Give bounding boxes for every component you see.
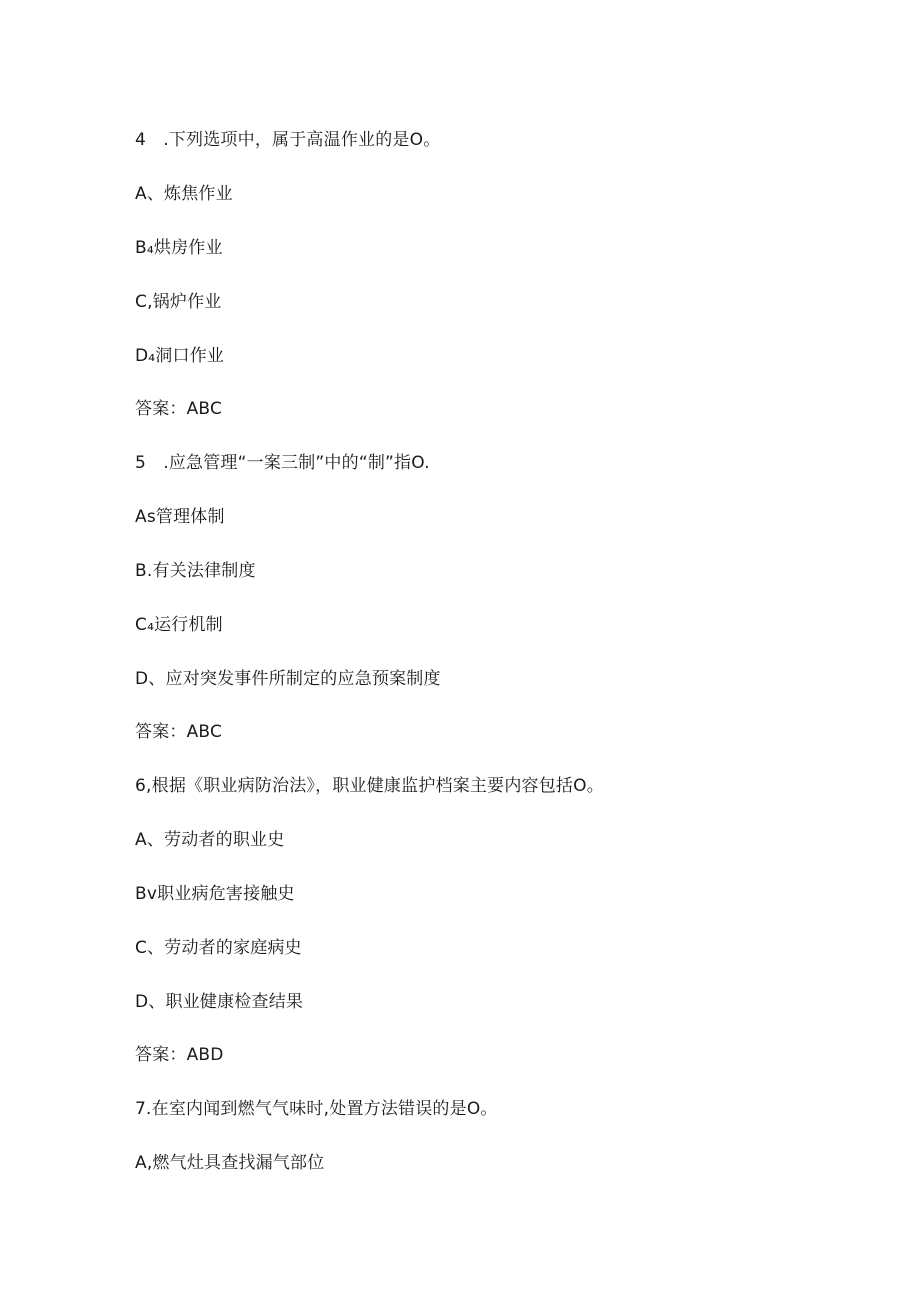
question-4-answer: 答案：ABC: [135, 399, 223, 419]
question-4-option-d: D₄洞口作业: [135, 346, 225, 366]
question-4-option-b: B₄烘房作业: [135, 238, 223, 258]
question-5-option-b: B.有关法律制度: [135, 561, 256, 581]
question-7-option-a: A,燃气灶具查找漏气部位: [135, 1153, 325, 1173]
question-4-option-c: C,锅炉作业: [135, 292, 222, 312]
question-5-answer: 答案：ABC: [135, 722, 223, 742]
question-6-option-b: Bv职业病危害接触史: [135, 884, 295, 904]
question-6-option-d: D、职业健康检查结果: [135, 992, 304, 1012]
question-4-stem: 4 .下列选项中，属于高温作业的是O。: [135, 130, 441, 150]
question-5-option-c: C₄运行机制: [135, 615, 223, 635]
question-7-stem: 7.在室内闻到燃气气味时,处置方法错误的是O。: [135, 1099, 498, 1119]
question-6-option-c: C、劳动者的家庭病史: [135, 938, 302, 958]
question-4-option-a: A、炼焦作业: [135, 184, 233, 204]
question-6-stem: 6,根据《职业病防治法》，职业健康监护档案主要内容包括O。: [135, 776, 604, 796]
question-5-stem: 5 .应急管理“一案三制”中的“制”指O.: [135, 453, 430, 473]
question-6-answer: 答案：ABD: [135, 1045, 224, 1065]
question-5-option-d: D、应对突发事件所制定的应急预案制度: [135, 669, 441, 689]
question-6-option-a: A、劳动者的职业史: [135, 830, 285, 850]
question-5-option-a: As管理体制: [135, 507, 225, 527]
